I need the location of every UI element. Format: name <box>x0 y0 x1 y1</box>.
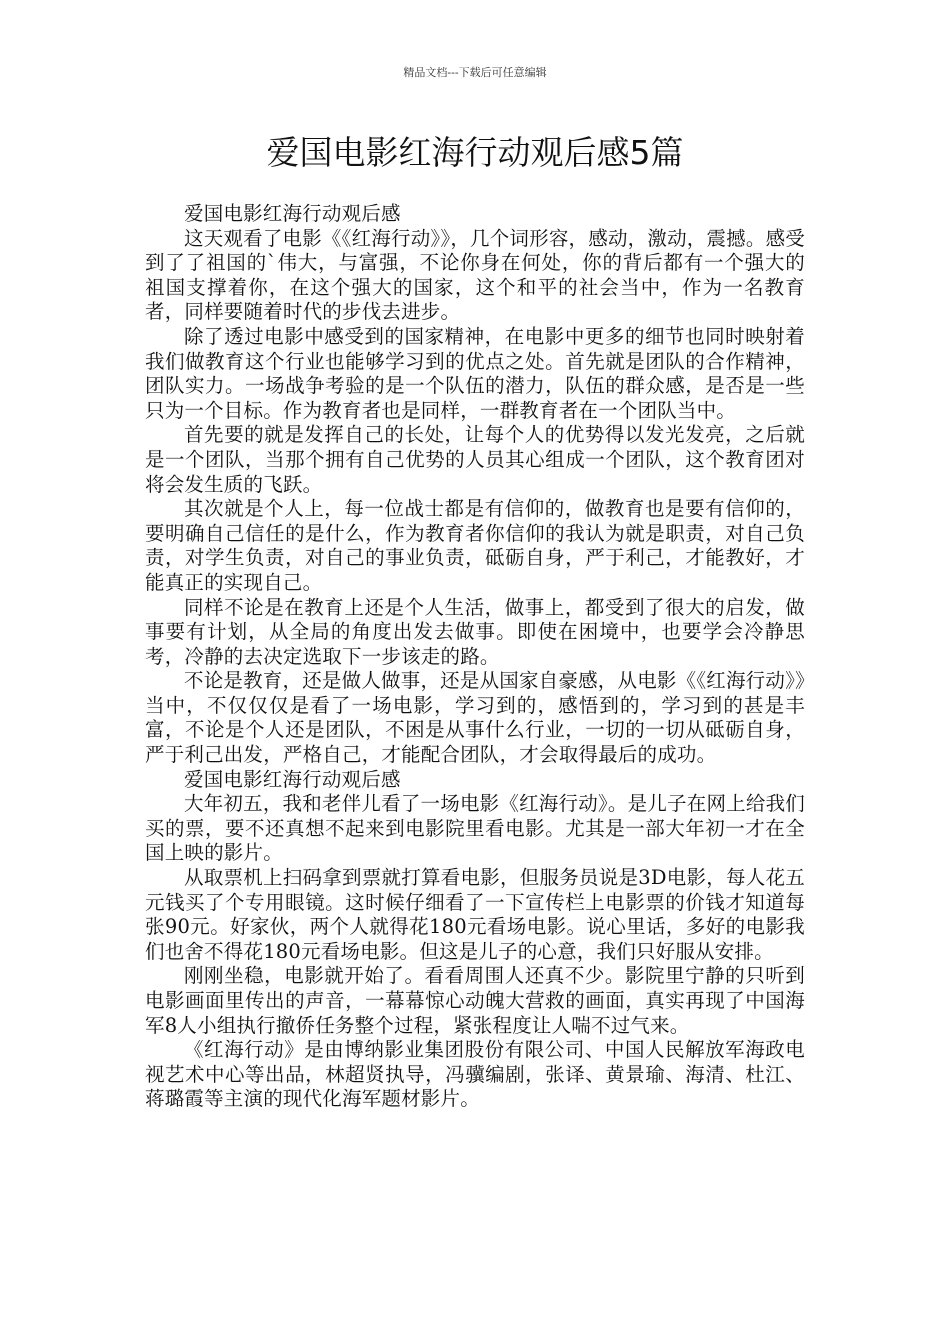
paragraph: 从取票机上扫码拿到票就打算看电影，但服务员说是3D电影，每人花五元钱买了个专用眼镜。这时候仔细看了一下宣传栏上电影票的价钱才知道每张90元。好家伙，两个人就得花180元看场电影。说心里话，多好的电影我们也舍不得花180元看场电影。但这是儿子的心意，我们只好服从安排。 <box>145 866 805 963</box>
paragraph: 其次就是个人上，每一位战士都是有信仰的，做教育也是要有信仰的，要明确自己信任的是什么，作为教育者你信仰的我认为就是职责，对自己负责，对学生负责，对自己的事业负责，砥砺自身，严于利己，才能教好，才能真正的实现自己。 <box>145 497 805 594</box>
paragraph: 同样不论是在教育上还是个人生活，做事上，都受到了很大的启发，做事要有计划，从全局的角度出发去做事。即使在困境中，也要学会冷静思考，冷静的去决定选取下一步该走的路。 <box>145 595 805 668</box>
paragraph: 不论是教育，还是做人做事，还是从国家自豪感，从电影《《红海行动》》当中，不仅仅仅是看了一场电影，学习到的，感悟到的，学习到的甚是丰富，不论是个人还是团队，不困是从事什么行业，一切的一切从砥砺自身，严于利己出发，严格自己，才能配合团队，才会取得最后的成功。 <box>145 669 805 767</box>
paragraph: 首先要的就是发挥自己的长处，让每个人的优势得以发光发亮，之后就是一个团队，当那个拥有自己优势的人员其心组成一个团队，这个教育团对将会发生质的飞跃。 <box>145 423 805 496</box>
paragraph: 刚刚坐稳，电影就开始了。看看周围人还真不少。影院里宁静的只听到电影画面里传出的声音，一幕幕惊心动魄大营救的画面，真实再现了中国海军8人小组执行撤侨任务整个过程，紧张程度让人喘不过气来。 <box>145 964 805 1037</box>
paragraph: 大年初五，我和老伴儿看了一场电影《红海行动》。是儿子在网上给我们买的票，要不还真想不起来到电影院里看电影。尤其是一部大年初一才在全国上映的影片。 <box>145 792 805 865</box>
section-heading: 爱国电影红海行动观后感 <box>184 767 401 791</box>
page-header: 精品文档---下载后可任意编辑 <box>403 66 547 79</box>
document-title: 爱国电影红海行动观后感5篇 <box>266 133 684 172</box>
section-heading: 爱国电影红海行动观后感 <box>184 202 401 225</box>
document-body <box>145 202 805 1112</box>
paragraph: 除了透过电影中感受到的国家精神，在电影中更多的细节也同时映射着我们做教育这个行业也能够学习到的优点之处。首先就是团队的合作精神，团队实力。一场战争考验的是一个队伍的潜力，队伍的群众感，是否是一些只为一个目标。作为教育者也是同样，一群教育者在一个团队当中。 <box>145 324 805 422</box>
paragraph: 《红海行动》是由博纳影业集团股份有限公司、中国人民解放军海政电视艺术中心等出品，林超贤执导，冯骥编剧，张译、黄景瑜、海清、杜江、蒋璐霞等主演的现代化海军题材影片。 <box>145 1038 805 1111</box>
paragraph: 这天观看了电影《《红海行动》》，几个词形容，感动，激动，震撼。感受到了了祖国的`伟大，与富强，不论你身在何处，你的背后都有一个强大的祖国支撑着你，在这个强大的国家，这个和平的社会当中，作为一名教育者，同样要随着时代的步伐去进步。 <box>145 226 805 324</box>
